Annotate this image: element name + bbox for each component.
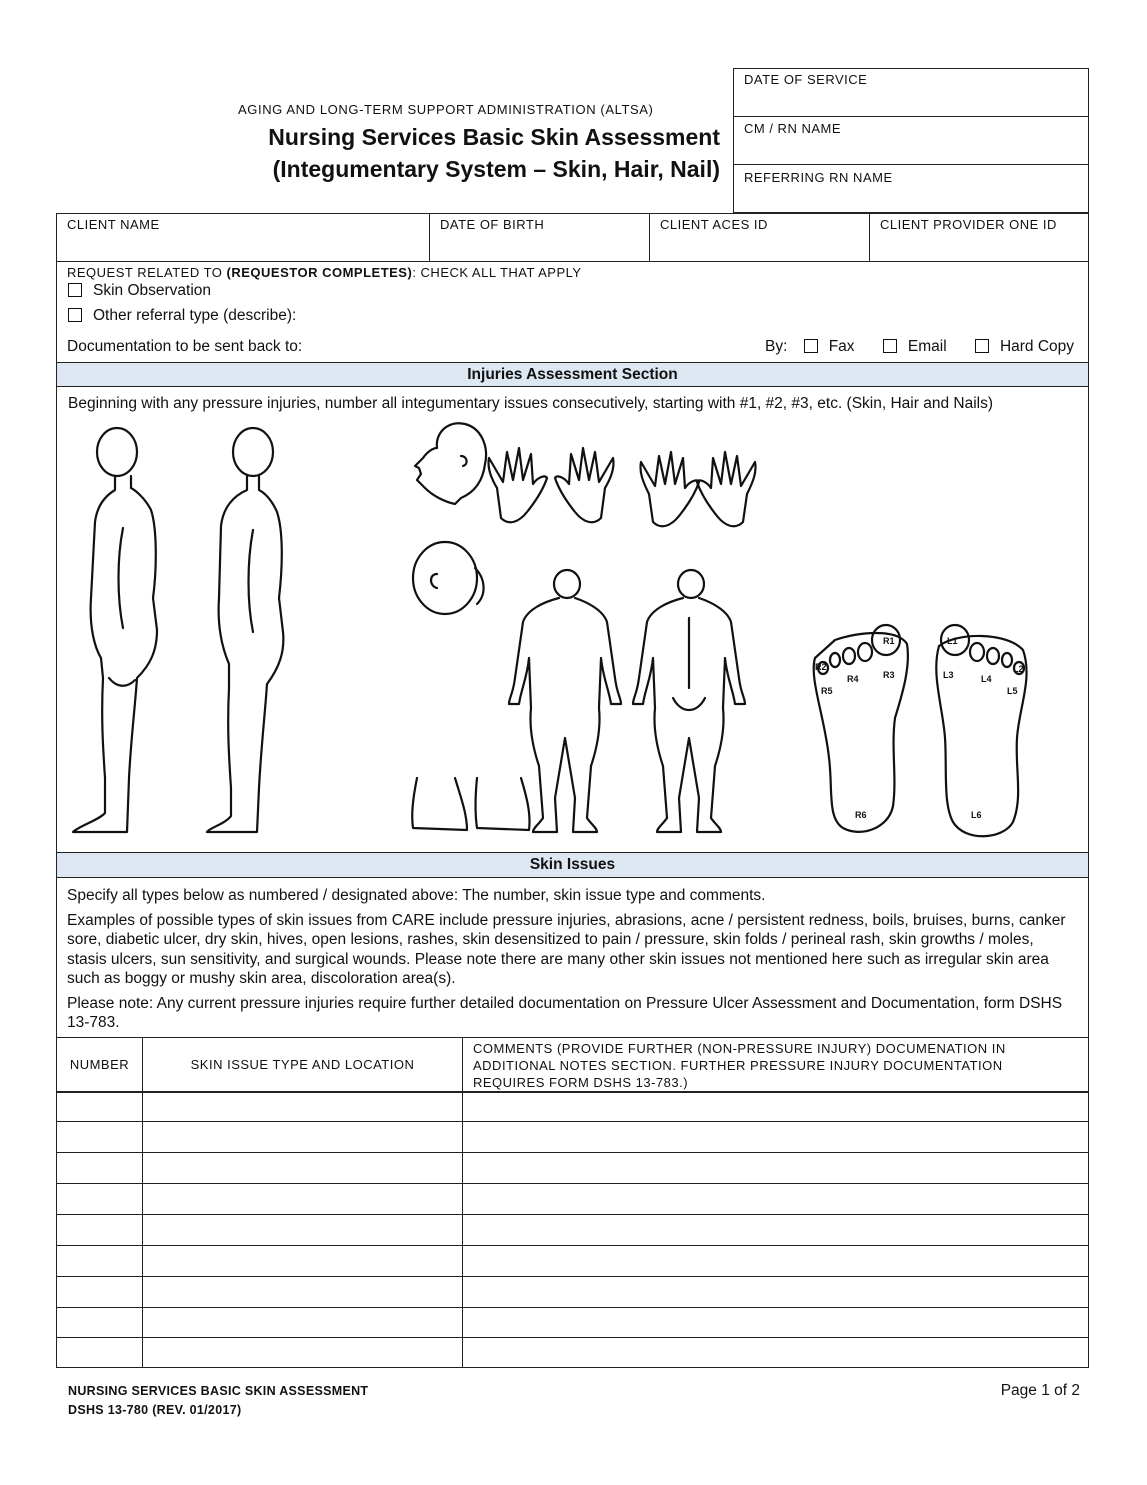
hard-copy-label: Hard Copy <box>999 338 1075 355</box>
skin-observation-checkbox[interactable] <box>68 283 82 297</box>
foot-label-l4: L4 <box>981 674 992 684</box>
client-name-label: CLIENT NAME <box>67 217 160 232</box>
client-provider-one-id-field[interactable] <box>870 214 1088 261</box>
fax-option[interactable] <box>804 338 879 355</box>
footer-form-number: DSHS 13-780 (REV. 01/2017) <box>68 1403 242 1417</box>
form-title-line1: Nursing Services Basic Skin Assessment <box>268 124 720 150</box>
head-three-quarter-icon <box>413 542 484 614</box>
form-title <box>150 121 720 185</box>
foot-label-l6: L6 <box>971 810 982 820</box>
hands-palm-icon <box>488 448 755 526</box>
referring-rn-name-field[interactable] <box>734 165 1088 212</box>
table-row[interactable] <box>57 1185 1088 1215</box>
table-row[interactable] <box>57 1247 1088 1277</box>
fax-checkbox[interactable] <box>804 339 818 353</box>
foot-label-r5: R5 <box>821 686 833 696</box>
client-aces-id-field[interactable] <box>650 214 869 261</box>
date-of-birth-field[interactable] <box>430 214 649 261</box>
client-aces-id-label: CLIENT ACES ID <box>660 217 768 232</box>
foot-label-l5: L5 <box>1007 686 1018 696</box>
skin-issues-paragraph-3: Please note: Any current pressure injuries require further detailed documentation on Pressure Ulcer Assessment and Documentation, form DSHS 13-783. <box>67 995 1063 1032</box>
foot-label-r3: R3 <box>883 670 895 680</box>
footer-form-name: NURSING SERVICES BASIC SKIN ASSESSMENT <box>68 1384 369 1398</box>
referring-rn-name-label: REFERRING RN NAME <box>744 170 893 185</box>
agency-name: AGING AND LONG-TERM SUPPORT ADMINISTRATION (ALTSA) <box>238 102 654 117</box>
foot-label-l2: L2 <box>1013 664 1024 674</box>
other-referral-checkbox[interactable] <box>68 308 82 322</box>
form-title-line2: (Integumentary System – Skin, Hair, Nail) <box>272 156 720 182</box>
other-referral-option[interactable] <box>68 307 296 325</box>
email-option[interactable] <box>883 338 971 355</box>
skin-observation-option[interactable] <box>68 282 211 300</box>
body-back-view-icon <box>633 570 745 832</box>
table-header-number: NUMBER <box>69 1057 130 1072</box>
documentation-label: Documentation to be sent back to: <box>67 338 303 355</box>
table-row[interactable] <box>57 1093 1088 1122</box>
foot-sole-left-icon <box>936 625 1026 836</box>
skin-issues-section-title: Skin Issues <box>57 852 1088 878</box>
by-label: By: <box>765 338 788 355</box>
other-referral-label: Other referral type (describe): <box>93 307 297 324</box>
injuries-section-title: Injuries Assessment Section <box>57 362 1088 387</box>
foot-label-r4: R4 <box>847 674 859 684</box>
table-row[interactable] <box>57 1309 1088 1338</box>
foot-label-r6: R6 <box>855 810 867 820</box>
cm-rn-name-label: CM / RN NAME <box>744 121 841 136</box>
body-side-view-left-icon <box>73 428 157 832</box>
skin-issues-paragraph-2: Examples of possible types of skin issues from CARE include pressure injuries, abrasions, acne / persistent redness, boils, bruises, burns, canker sore, diabetic ulcer, dry skin, hives, open lesions, rashes, skin desensitized to pain / pressure, skin folds / perineal rash, skin growths / moles, stasis ulcers, sun sensitivity, and surgical wounds. Please note there are many other skin issues not mentioned here such as irregular skin area such as boggy or mushy skin area, discoloration area(s). <box>67 912 1066 987</box>
foot-label-r1: R1 <box>883 636 895 646</box>
header-fields-box <box>733 68 1089 213</box>
foot-sole-right-icon <box>814 625 908 832</box>
table-row[interactable] <box>57 1123 1088 1153</box>
table-header-type-location: SKIN ISSUE TYPE AND LOCATION <box>190 1057 415 1072</box>
injuries-instruction: Beginning with any pressure injuries, number all integumentary issues consecutively, starting with #1, #2, #3, etc. (Skin, Hair and Nails) <box>68 395 993 412</box>
foot-label-l3: L3 <box>943 670 954 680</box>
table-row[interactable] <box>57 1154 1088 1184</box>
hard-copy-checkbox[interactable] <box>975 339 989 353</box>
table-header-comments: COMMENTS (PROVIDE FURTHER (NON-PRESSURE INJURY) DOCUMENATION IN ADDITIONAL NOTES SECTION. FURTHER PRESSURE INJURY DOCUMENTATION REQUIRES FORM DSHS 13-783.) <box>473 1041 1006 1090</box>
table-row[interactable] <box>57 1339 1088 1367</box>
fax-label: Fax <box>828 338 855 355</box>
email-label: Email <box>907 338 947 355</box>
skin-observation-label: Skin Observation <box>93 282 212 299</box>
table-row[interactable] <box>57 1216 1088 1246</box>
hard-copy-option[interactable] <box>975 338 1074 355</box>
request-heading: REQUEST RELATED TO (REQUESTOR COMPLETES): CHECK ALL THAT APPLY <box>67 265 582 280</box>
cm-rn-name-field[interactable] <box>734 117 1088 165</box>
head-profile-icon <box>415 423 486 504</box>
foot-label-l1: L1 <box>947 636 958 646</box>
feet-top-view-icon <box>412 778 529 830</box>
body-diagrams[interactable] <box>57 418 1088 850</box>
body-side-view-right-icon <box>207 428 283 832</box>
client-provider-one-id-label: CLIENT PROVIDER ONE ID <box>880 217 1057 232</box>
client-name-field[interactable] <box>57 214 429 261</box>
table-row[interactable] <box>57 1278 1088 1308</box>
footer-page-number: Page 1 of 2 <box>1000 1382 1080 1399</box>
delivery-methods <box>765 338 1074 356</box>
foot-label-r2: R2 <box>815 662 827 672</box>
date-of-birth-label: DATE OF BIRTH <box>440 217 545 232</box>
skin-issues-paragraph-1: Specify all types below as numbered / designated above: The number, skin issue type and comments. <box>67 887 766 904</box>
email-checkbox[interactable] <box>883 339 897 353</box>
date-of-service-field[interactable] <box>734 69 1088 117</box>
date-of-service-label: DATE OF SERVICE <box>744 72 868 87</box>
